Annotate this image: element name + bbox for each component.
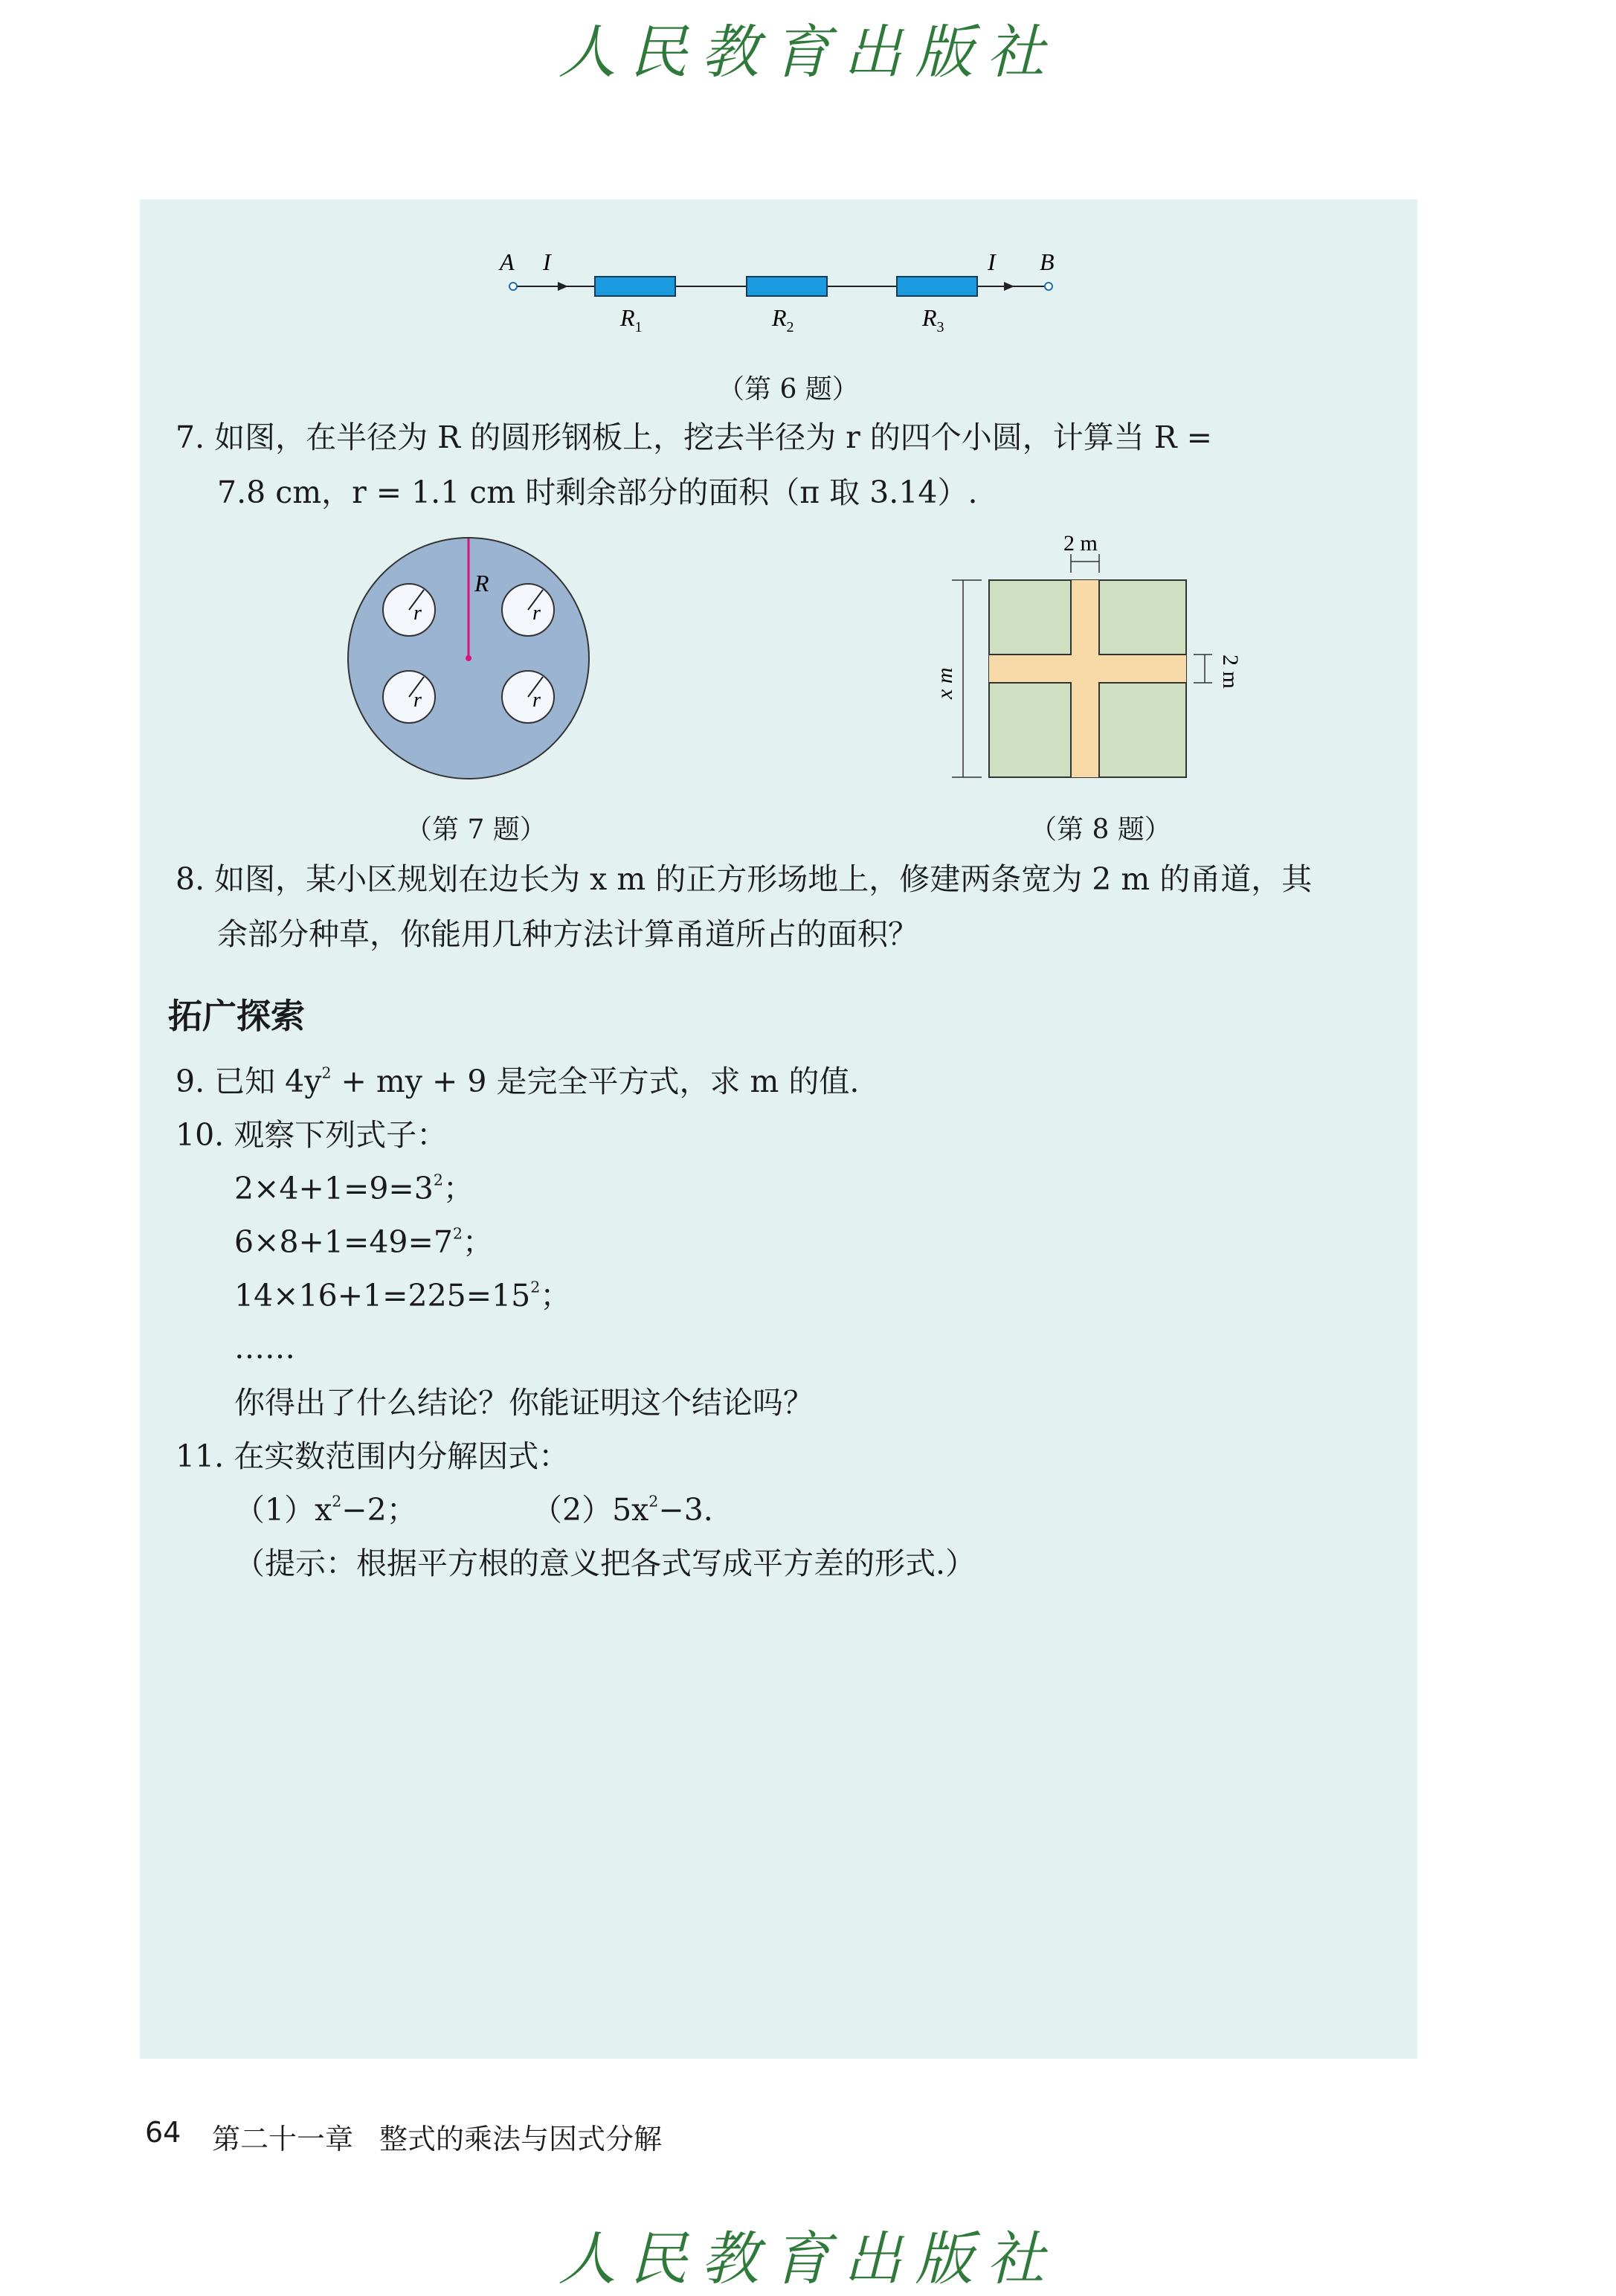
q8-line2: 余部分种草，你能用几种方法计算甬道所占的面积？	[217, 916, 918, 952]
label-r1: $R_1$	[620, 304, 643, 335]
label-small-r: r	[532, 602, 541, 625]
q8-line1: 8. 如图，某小区规划在边长为 x m 的正方形场地上，修建两条宽为 2 m 的甬道，其	[176, 861, 1313, 897]
p2-exp: 2	[648, 1492, 659, 1511]
p1-suffix: −2；	[341, 1492, 417, 1528]
terminal-b	[1045, 283, 1052, 290]
horizontal-path	[989, 655, 1186, 683]
publisher-logo-bottom: 人民教育出版社	[558, 2226, 1058, 2293]
label-big-r: R	[474, 570, 489, 596]
eq-text: 6×8+1=49=7	[234, 1224, 453, 1260]
current-arrow-right	[1004, 282, 1014, 291]
terminal-a	[509, 283, 517, 290]
fig7-plate-diagram	[342, 532, 595, 785]
q10-eq	[234, 1276, 570, 1315]
fig8-caption: （第 8 题）	[1030, 814, 1171, 845]
left-dim-label: x m	[933, 667, 957, 699]
q10-title: 10. 观察下列式子：	[176, 1117, 448, 1153]
q11-title: 11. 在实数范围内分解因式：	[176, 1438, 570, 1474]
q10-eq	[234, 1223, 493, 1261]
page-number: 64	[145, 2116, 181, 2149]
p1-exp: 2	[332, 1492, 342, 1511]
q11-hint: （提示：根据平方根的意义把各式写成平方差的形式.）	[234, 1546, 976, 1581]
q10-question: 你得出了什么结论？你能证明这个结论吗？	[234, 1385, 814, 1421]
resistor-r2	[747, 277, 827, 296]
publisher-logo-top: 人民教育出版社	[558, 19, 1058, 86]
q9-prefix: 9. 已知 4y	[176, 1064, 322, 1099]
center-point	[466, 655, 471, 661]
section-title: 拓广探索	[168, 996, 305, 1036]
resistor-r1	[595, 277, 675, 296]
p2-prefix: （2）5x	[532, 1492, 649, 1528]
top-dim-label: 2 m	[1063, 531, 1098, 556]
chapter-title: 整式的乘法与因式分解	[379, 2123, 663, 2155]
label-small-r: r	[413, 602, 422, 625]
p1-prefix: （1）x	[234, 1492, 332, 1528]
chapter-number: 第二十一章	[212, 2123, 354, 2155]
label-a: A	[500, 248, 515, 275]
eq-exp: 2	[433, 1171, 443, 1189]
eq-text: 2×4+1=9=3	[234, 1171, 434, 1206]
q9-line	[176, 1062, 859, 1101]
q9-suffix: + my + 9 是完全平方式，求 m 的值.	[331, 1064, 860, 1099]
fig6-caption: （第 6 题）	[718, 374, 859, 405]
label-small-r: r	[413, 689, 422, 712]
label-r3: $R_3$	[922, 304, 944, 335]
label-r2: $R_2$	[772, 304, 794, 335]
label-i-right: I	[988, 248, 996, 275]
eq-text: 14×16+1=225=15	[234, 1278, 531, 1313]
label-i-left: I	[543, 248, 551, 275]
eq-end: ；	[540, 1278, 571, 1313]
eq-end: ；	[442, 1171, 474, 1206]
resistor-r3	[897, 277, 977, 296]
side-dim-label: 2 m	[1218, 655, 1243, 689]
fig8-field-diagram	[930, 528, 1272, 788]
q11-part1	[234, 1491, 417, 1529]
q9-exp: 2	[321, 1064, 332, 1082]
q10-eq	[234, 1169, 474, 1208]
eq-exp: 2	[530, 1278, 541, 1296]
current-arrow-left	[558, 282, 568, 291]
eq-end: ；	[462, 1224, 493, 1260]
q7-line2: 7.8 cm，r = 1.1 cm 时剩余部分的面积（π 取 3.14）.	[217, 475, 978, 510]
eq-exp: 2	[452, 1224, 463, 1243]
fig7-caption: （第 7 题）	[405, 814, 547, 845]
p2-suffix: −3.	[658, 1492, 713, 1528]
q10-ellipsis: ……	[234, 1330, 295, 1366]
fig6-circuit-diagram	[483, 245, 1078, 342]
q11-part2	[532, 1491, 713, 1529]
label-small-r: r	[532, 689, 541, 712]
label-b: B	[1040, 248, 1055, 275]
q7-line1: 7. 如图，在半径为 R 的圆形钢板上，挖去半径为 r 的四个小圆，计算当 R =	[176, 419, 1213, 455]
